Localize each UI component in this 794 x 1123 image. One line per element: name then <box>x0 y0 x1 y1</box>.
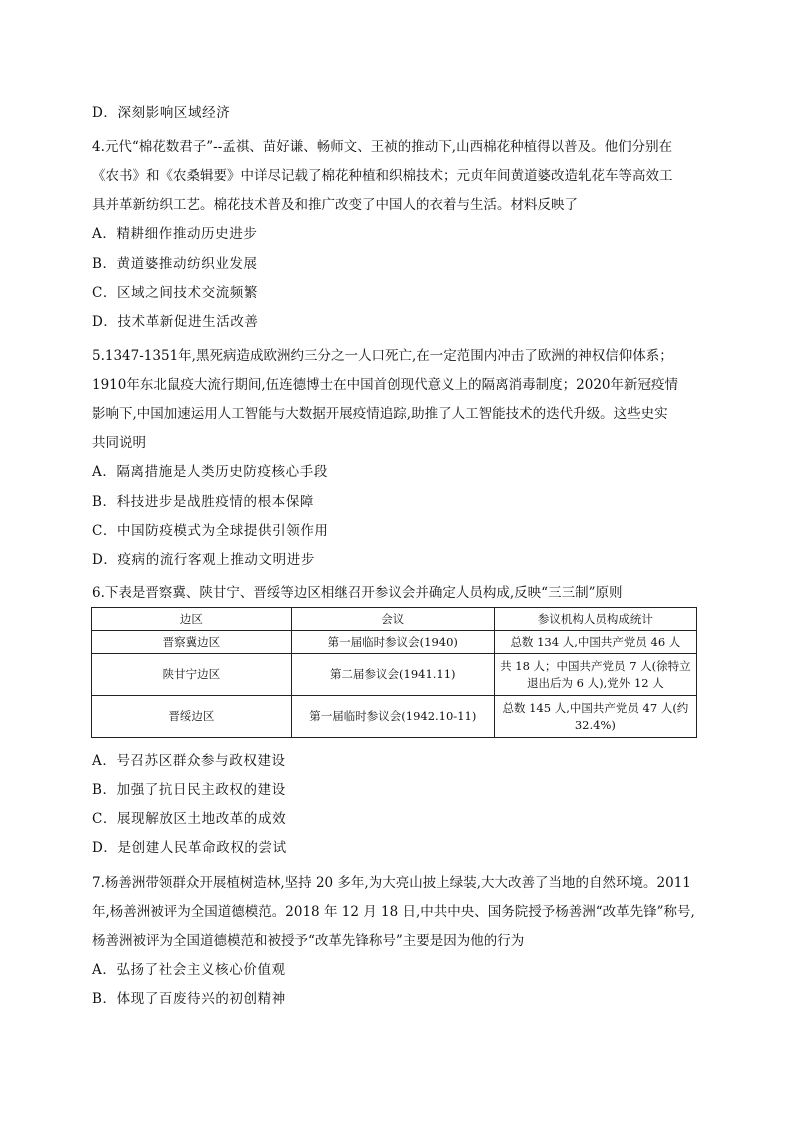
table-header-region: 边区 <box>92 608 292 631</box>
q4-option-a: A．精耕细作推动历史进步 <box>92 226 258 242</box>
q6-stem: 6.下表是晋察冀、陕甘宁、晋绥等边区相继召开参议会并确定人员构成,反映“三三制”原则 <box>92 585 623 601</box>
table-header-session: 会议 <box>291 608 494 631</box>
table-cell-session: 第二届参议会(1941.11) <box>291 654 494 696</box>
table-cell-composition: 总数 134 人,中国共产党员 46 人 <box>494 631 696 654</box>
q3-option-d: D．深刻影响区域经济 <box>92 105 231 121</box>
q7-stem-line-1: 7.杨善洲带领群众开展植树造林,坚持 20 多年,为大亮山披上绿装,大大改善了当地的自然环境。2011 <box>92 875 691 891</box>
table-row <box>92 631 697 654</box>
table-header-composition: 参议机构人员构成统计 <box>494 608 696 631</box>
q5-stem-line-2: 1910年东北鼠疫大流行期间,伍连德博士在中国首创现代意义上的隔离消毒制度；2020年新冠疫情 <box>92 377 679 393</box>
table-cell-composition: 总数 145 人,中国共产党员 47 人(约 32.4%) <box>494 696 696 738</box>
table-row <box>92 696 697 738</box>
q5-stem-line-3: 影响下,中国加速运用人工智能与大数据开展疫情追踪,助推了人工智能技术的迭代升级。这些史实 <box>92 406 668 422</box>
q4-stem-line-3: 具并革新纺织工艺。棉花技术普及和推广改变了中国人的衣着与生活。材料反映了 <box>92 197 578 213</box>
table-header-row <box>92 608 697 631</box>
table-cell-region: 晋察冀边区 <box>92 631 292 654</box>
q5-option-a: A．隔离措施是人类历史防疫核心手段 <box>92 464 328 480</box>
q5-option-b: B．科技进步是战胜疫情的根本保障 <box>92 494 315 510</box>
q5-option-d: D．疫病的流行客观上推动文明进步 <box>92 552 315 568</box>
table-cell-session: 第一届临时参议会(1942.10-11) <box>291 696 494 738</box>
council-composition-table <box>91 607 697 738</box>
q6-option-d: D．是创建人民革命政权的尝试 <box>92 840 287 856</box>
table-cell-composition: 共 18 人；中国共产党员 7 人(徐特立退出后为 6 人),党外 12 人 <box>494 654 696 696</box>
q4-option-d: D．技术革新促进生活改善 <box>92 314 259 330</box>
q7-option-a: A．弘扬了社会主义核心价值观 <box>92 962 286 978</box>
q4-stem-line-2: 《农书》和《农桑辑要》中详尽记载了棉花种植和织棉技术；元贞年间黄道婆改造轧花车等高效工 <box>92 168 673 184</box>
table-row <box>92 654 697 696</box>
q4-option-c: C．区域之间技术交流频繁 <box>92 285 259 301</box>
q4-option-b: B．黄道婆推动纺织业发展 <box>92 256 258 272</box>
q6-option-a: A．号召苏区群众参与政权建设 <box>92 753 286 769</box>
q5-stem-line-1: 5.1347-1351年,黑死病造成欧洲约三分之一人口死亡,在一定范围内冲击了欧洲的神权信仰体系； <box>92 348 673 364</box>
q6-option-c: C．展现解放区土地改革的成效 <box>92 811 287 827</box>
q4-stem-line-1: 4.元代“棉花数君子”--孟祺、苗好谦、畅师文、王祯的推动下,山西棉花种植得以普及。他们分别在 <box>92 139 673 155</box>
table-cell-region: 晋绥边区 <box>92 696 292 738</box>
q7-stem-line-2: 年,杨善洲被评为全国道德模范。2018 年 12 月 18 日,中共中央、国务院授予杨善洲“改革先锋”称号, <box>92 904 695 920</box>
q7-stem-line-3: 杨善洲被评为全国道德模范和被授予“改革先锋称号”主要是因为他的行为 <box>92 933 525 949</box>
q6-option-b: B．加强了抗日民主政权的建设 <box>92 782 286 798</box>
q7-option-b: B．体现了百废待兴的初创精神 <box>92 991 286 1007</box>
table-cell-region: 陕甘宁边区 <box>92 654 292 696</box>
q5-stem-line-4: 共同说明 <box>92 435 146 451</box>
table-cell-session: 第一届临时参议会(1940) <box>291 631 494 654</box>
q5-option-c: C．中国防疫模式为全球提供引领作用 <box>92 523 329 539</box>
